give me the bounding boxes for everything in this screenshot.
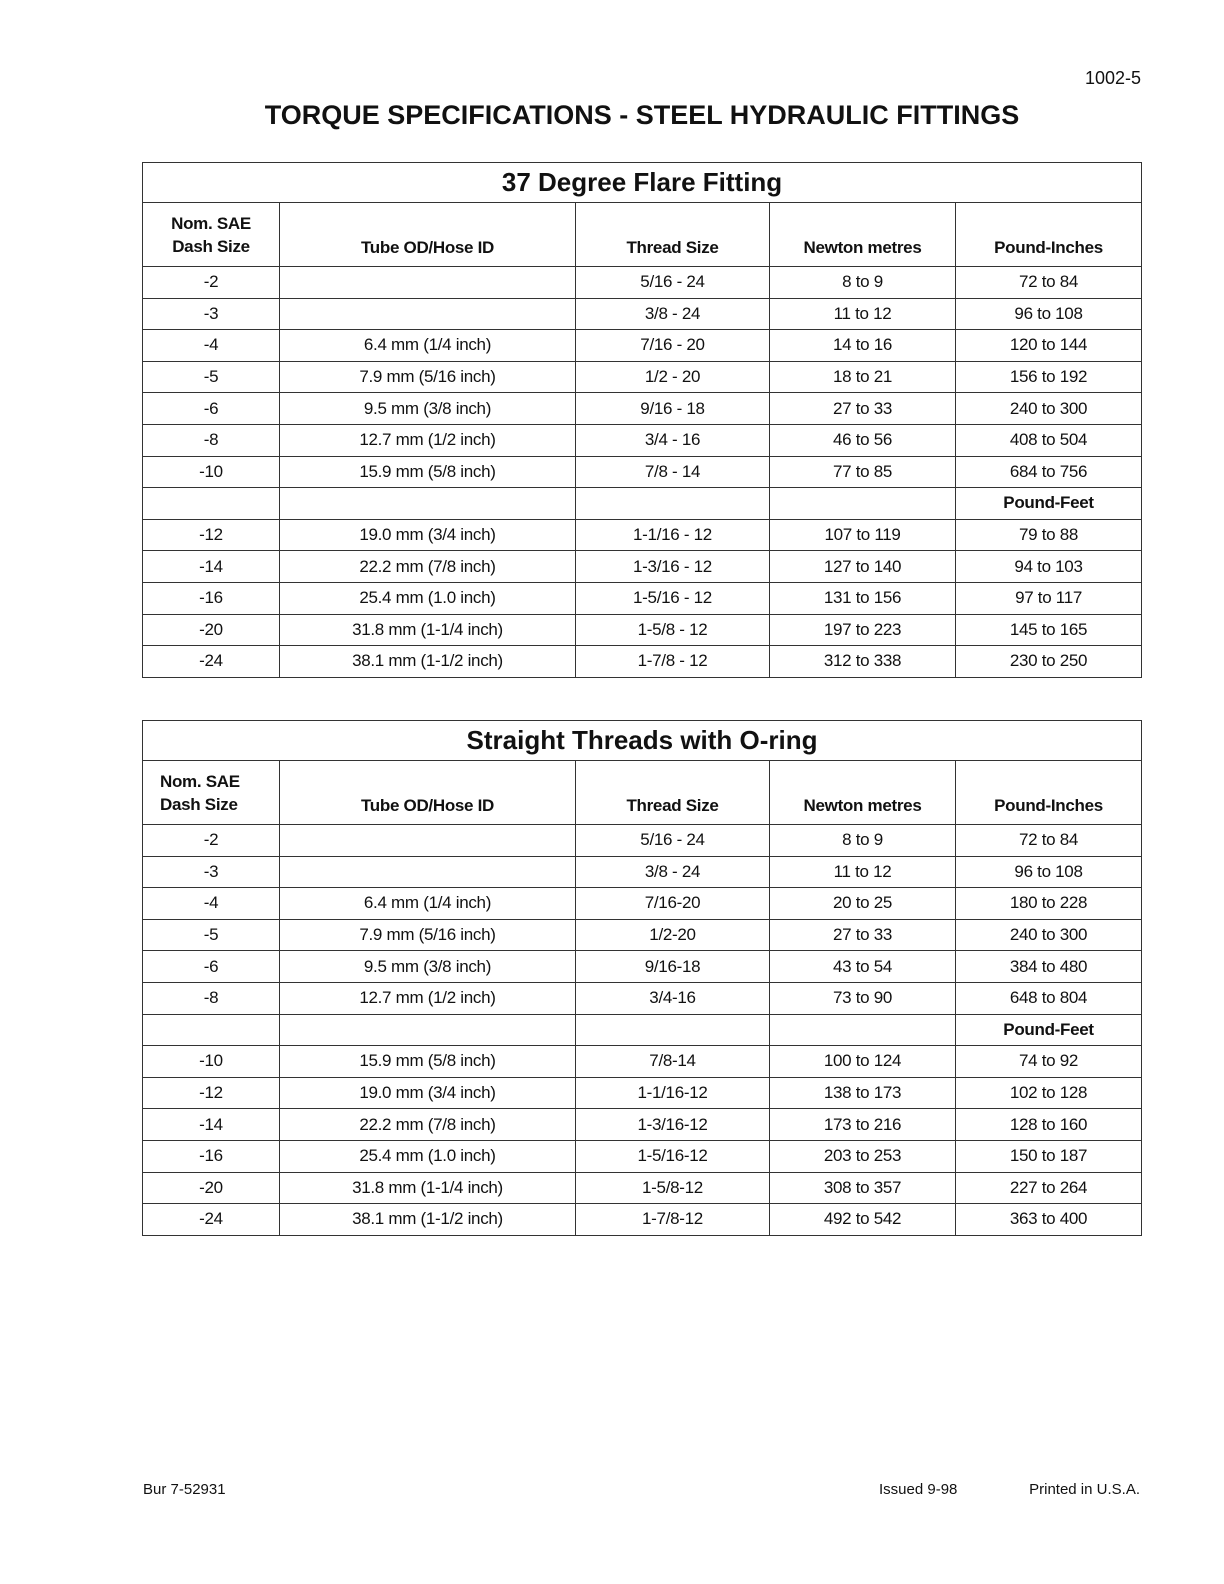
table-cell: -8 xyxy=(143,982,280,1014)
table-row xyxy=(143,298,1142,330)
table-cell: -6 xyxy=(143,393,280,425)
table-cell: 3/4 - 16 xyxy=(576,424,770,456)
table-row xyxy=(143,919,1142,951)
table-cell: -8 xyxy=(143,424,280,456)
table-cell: 156 to 192 xyxy=(956,361,1142,393)
column-header-line: Dash Size xyxy=(172,237,250,256)
table-cell xyxy=(576,488,770,520)
flare-fitting-table xyxy=(142,162,1142,678)
table-cell: 8 to 9 xyxy=(770,825,956,857)
table-cell: 5/16 - 24 xyxy=(576,267,770,299)
table-row xyxy=(143,551,1142,583)
table-cell: 7/16 - 20 xyxy=(576,330,770,362)
table-cell: -20 xyxy=(143,1172,280,1204)
table-title: Straight Threads with O-ring xyxy=(143,721,1142,761)
table-cell: 150 to 187 xyxy=(956,1140,1142,1172)
table-row xyxy=(143,519,1142,551)
table-cell: 240 to 300 xyxy=(956,393,1142,425)
table-cell: -12 xyxy=(143,1077,280,1109)
table-cell: 19.0 mm (3/4 inch) xyxy=(280,519,576,551)
table-cell: 12.7 mm (1/2 inch) xyxy=(280,424,576,456)
table-cell: 7/8-14 xyxy=(576,1046,770,1078)
table-cell: 97 to 117 xyxy=(956,582,1142,614)
table-cell: 312 to 338 xyxy=(770,646,956,678)
table-row xyxy=(143,825,1142,857)
table-cell: 19.0 mm (3/4 inch) xyxy=(280,1077,576,1109)
table-cell: -4 xyxy=(143,888,280,920)
table-cell: 31.8 mm (1-1/4 inch) xyxy=(280,1172,576,1204)
column-header: Pound-Inches xyxy=(956,203,1142,267)
table-row xyxy=(143,1109,1142,1141)
table-cell: 9/16 - 18 xyxy=(576,393,770,425)
table-cell: 9/16-18 xyxy=(576,951,770,983)
table-cell: 408 to 504 xyxy=(956,424,1142,456)
table-cell: -5 xyxy=(143,361,280,393)
table-cell: Pound-Feet xyxy=(956,1014,1142,1046)
table-cell: 1/2-20 xyxy=(576,919,770,951)
table-cell: 1-1/16-12 xyxy=(576,1077,770,1109)
table-cell xyxy=(143,1014,280,1046)
footer-issued: Issued 9-98 xyxy=(879,1481,958,1498)
table-cell: -2 xyxy=(143,267,280,299)
table-title: 37 Degree Flare Fitting xyxy=(143,163,1142,203)
table-cell: 74 to 92 xyxy=(956,1046,1142,1078)
table-cell: -16 xyxy=(143,582,280,614)
table-cell: 684 to 756 xyxy=(956,456,1142,488)
table-cell: 72 to 84 xyxy=(956,267,1142,299)
table-cell xyxy=(280,267,576,299)
table-cell: 79 to 88 xyxy=(956,519,1142,551)
table-row xyxy=(143,267,1142,299)
table-row xyxy=(143,982,1142,1014)
table-cell: 46 to 56 xyxy=(770,424,956,456)
footer-printed: Printed in U.S.A. xyxy=(1029,1481,1140,1498)
table-cell: 5/16 - 24 xyxy=(576,825,770,857)
table-cell: -3 xyxy=(143,298,280,330)
table-cell xyxy=(280,856,576,888)
table-cell xyxy=(280,1014,576,1046)
table-cell: 138 to 173 xyxy=(770,1077,956,1109)
table-cell: 7.9 mm (5/16 inch) xyxy=(280,919,576,951)
table-cell: 120 to 144 xyxy=(956,330,1142,362)
page-number: 1002-5 xyxy=(1084,68,1141,88)
column-header-line: Nom. SAE xyxy=(160,772,240,791)
table-cell: 8 to 9 xyxy=(770,267,956,299)
table-cell: 96 to 108 xyxy=(956,856,1142,888)
table-cell: -5 xyxy=(143,919,280,951)
table-cell: 31.8 mm (1-1/4 inch) xyxy=(280,614,576,646)
table-cell: -20 xyxy=(143,614,280,646)
table-row xyxy=(143,582,1142,614)
table-row xyxy=(143,1140,1142,1172)
table-cell: -2 xyxy=(143,825,280,857)
table-cell: 102 to 128 xyxy=(956,1077,1142,1109)
table-cell: 38.1 mm (1-1/2 inch) xyxy=(280,1204,576,1236)
table-cell: 128 to 160 xyxy=(956,1109,1142,1141)
page-title: TORQUE SPECIFICATIONS - STEEL HYDRAULIC FITTINGS xyxy=(264,100,1020,130)
table-cell: 240 to 300 xyxy=(956,919,1142,951)
table-cell: 6.4 mm (1/4 inch) xyxy=(280,330,576,362)
column-header: Pound-Inches xyxy=(956,761,1142,825)
table-cell: 1-7/8 - 12 xyxy=(576,646,770,678)
table-cell: 1/2 - 20 xyxy=(576,361,770,393)
table-cell: 648 to 804 xyxy=(956,982,1142,1014)
column-header: Newton metres xyxy=(770,761,956,825)
table-cell: -10 xyxy=(143,1046,280,1078)
table-cell: 3/8 - 24 xyxy=(576,856,770,888)
table-row xyxy=(143,646,1142,678)
table-cell: -14 xyxy=(143,1109,280,1141)
table-cell: 38.1 mm (1-1/2 inch) xyxy=(280,646,576,678)
table-row xyxy=(143,1077,1142,1109)
column-header-line: Dash Size xyxy=(160,795,238,814)
table-cell: 7/16-20 xyxy=(576,888,770,920)
table-cell: 131 to 156 xyxy=(770,582,956,614)
table-row xyxy=(143,1204,1142,1236)
table-cell: 25.4 mm (1.0 inch) xyxy=(280,582,576,614)
column-header-line: Nom. SAE xyxy=(171,214,251,233)
table-row xyxy=(143,424,1142,456)
table-cell: -14 xyxy=(143,551,280,583)
table-cell: 1-1/16 - 12 xyxy=(576,519,770,551)
column-header: Thread Size xyxy=(576,761,770,825)
table-cell xyxy=(280,488,576,520)
column-header xyxy=(143,203,280,267)
table-cell: 180 to 228 xyxy=(956,888,1142,920)
table-cell: 227 to 264 xyxy=(956,1172,1142,1204)
table-cell: 96 to 108 xyxy=(956,298,1142,330)
table-cell: 1-5/16-12 xyxy=(576,1140,770,1172)
footer-doc-number: Bur 7-52931 xyxy=(143,1481,226,1498)
table-row xyxy=(143,393,1142,425)
table-cell xyxy=(770,488,956,520)
table-cell: 12.7 mm (1/2 inch) xyxy=(280,982,576,1014)
table-row xyxy=(143,1172,1142,1204)
table-cell: 1-3/16 - 12 xyxy=(576,551,770,583)
table-cell: 1-3/16-12 xyxy=(576,1109,770,1141)
table-cell: 11 to 12 xyxy=(770,298,956,330)
table-row xyxy=(143,856,1142,888)
column-header: Thread Size xyxy=(576,203,770,267)
table-cell: -16 xyxy=(143,1140,280,1172)
table-cell: 230 to 250 xyxy=(956,646,1142,678)
table-cell: 27 to 33 xyxy=(770,919,956,951)
table-cell: 127 to 140 xyxy=(770,551,956,583)
table-row xyxy=(143,488,1142,520)
table-cell: 1-5/8 - 12 xyxy=(576,614,770,646)
table-cell: 15.9 mm (5/8 inch) xyxy=(280,1046,576,1078)
table-row xyxy=(143,361,1142,393)
table-cell: Pound-Feet xyxy=(956,488,1142,520)
table-cell: 25.4 mm (1.0 inch) xyxy=(280,1140,576,1172)
table-cell: 7.9 mm (5/16 inch) xyxy=(280,361,576,393)
table-row xyxy=(143,456,1142,488)
table-row xyxy=(143,888,1142,920)
table-cell: 492 to 542 xyxy=(770,1204,956,1236)
table-cell: 18 to 21 xyxy=(770,361,956,393)
table-cell: 384 to 480 xyxy=(956,951,1142,983)
table-cell: 9.5 mm (3/8 inch) xyxy=(280,393,576,425)
table-cell: 145 to 165 xyxy=(956,614,1142,646)
table-row xyxy=(143,1046,1142,1078)
table-cell: 1-5/16 - 12 xyxy=(576,582,770,614)
o-ring-table xyxy=(142,720,1142,1236)
table-cell xyxy=(280,825,576,857)
table-row xyxy=(143,330,1142,362)
table-cell: 203 to 253 xyxy=(770,1140,956,1172)
table-cell: -6 xyxy=(143,951,280,983)
table-row xyxy=(143,614,1142,646)
table-cell: 1-7/8-12 xyxy=(576,1204,770,1236)
table-cell: 11 to 12 xyxy=(770,856,956,888)
table-cell: -4 xyxy=(143,330,280,362)
column-header: Newton metres xyxy=(770,203,956,267)
table-cell: 9.5 mm (3/8 inch) xyxy=(280,951,576,983)
table-cell: -24 xyxy=(143,646,280,678)
table-cell: -3 xyxy=(143,856,280,888)
table-cell: 27 to 33 xyxy=(770,393,956,425)
table-cell: 1-5/8-12 xyxy=(576,1172,770,1204)
table-cell: 94 to 103 xyxy=(956,551,1142,583)
table-cell: 20 to 25 xyxy=(770,888,956,920)
table-cell: 72 to 84 xyxy=(956,825,1142,857)
table-cell: -12 xyxy=(143,519,280,551)
column-header xyxy=(143,761,280,825)
table-cell: 14 to 16 xyxy=(770,330,956,362)
table-cell: 15.9 mm (5/8 inch) xyxy=(280,456,576,488)
table-cell: 197 to 223 xyxy=(770,614,956,646)
table-cell xyxy=(143,488,280,520)
table-cell: 3/8 - 24 xyxy=(576,298,770,330)
table-cell: 3/4-16 xyxy=(576,982,770,1014)
table-cell: 308 to 357 xyxy=(770,1172,956,1204)
table-cell: 363 to 400 xyxy=(956,1204,1142,1236)
table-cell: 100 to 124 xyxy=(770,1046,956,1078)
table-cell: 43 to 54 xyxy=(770,951,956,983)
table-cell: 22.2 mm (7/8 inch) xyxy=(280,1109,576,1141)
table-cell xyxy=(770,1014,956,1046)
table-row xyxy=(143,951,1142,983)
table-cell: 7/8 - 14 xyxy=(576,456,770,488)
table-cell xyxy=(576,1014,770,1046)
table-cell: 22.2 mm (7/8 inch) xyxy=(280,551,576,583)
table-cell: 173 to 216 xyxy=(770,1109,956,1141)
table-cell: -10 xyxy=(143,456,280,488)
table-cell: -24 xyxy=(143,1204,280,1236)
column-header: Tube OD/Hose ID xyxy=(280,761,576,825)
table-cell: 77 to 85 xyxy=(770,456,956,488)
table-cell: 107 to 119 xyxy=(770,519,956,551)
table-cell: 73 to 90 xyxy=(770,982,956,1014)
table-row xyxy=(143,1014,1142,1046)
table-cell: 6.4 mm (1/4 inch) xyxy=(280,888,576,920)
table-cell xyxy=(280,298,576,330)
column-header: Tube OD/Hose ID xyxy=(280,203,576,267)
